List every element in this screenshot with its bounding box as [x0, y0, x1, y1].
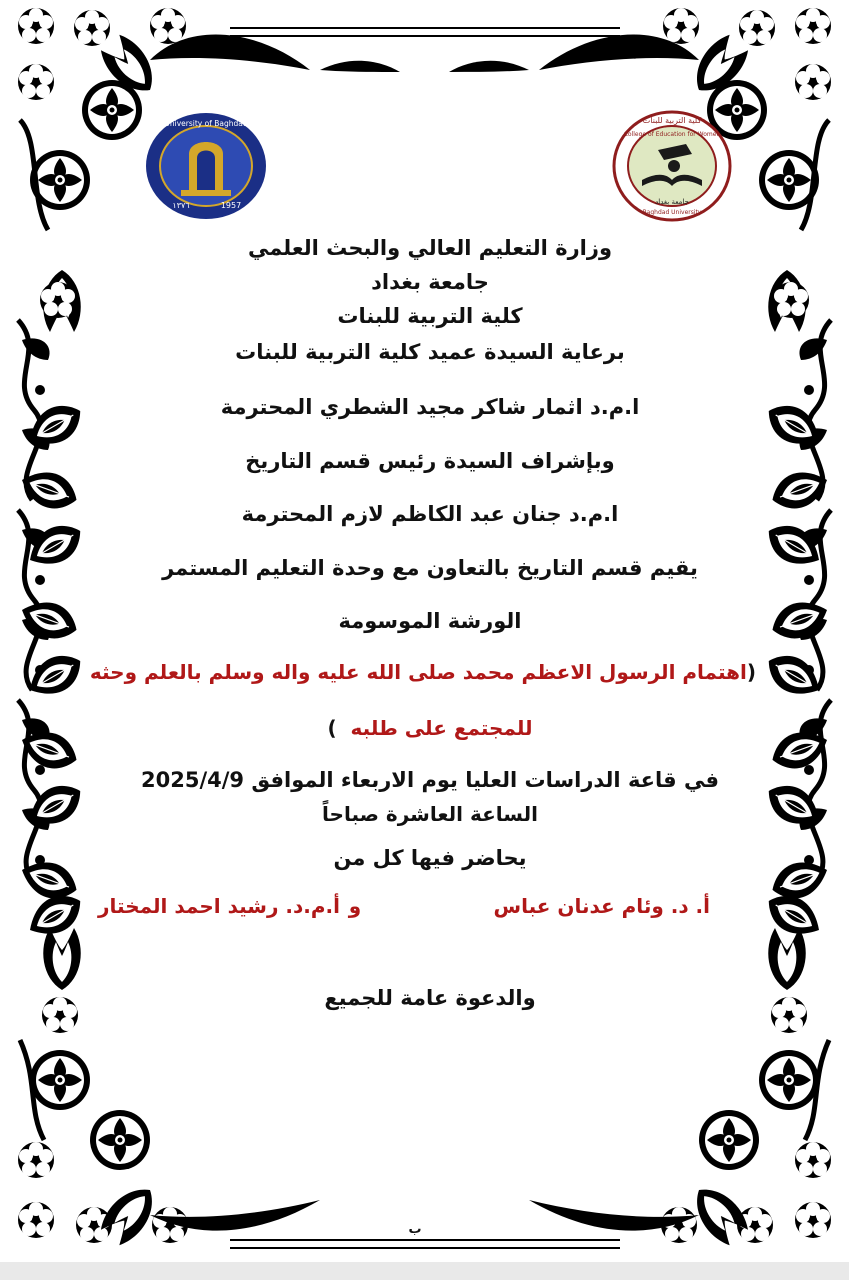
workshop-title-line-2 [300, 716, 560, 740]
workshop-title-text-1: اهتمام الرسول الاعظم محمد صلى الله عليه واله وسلم بالعلم وحثه [89, 660, 747, 684]
title-close-paren: ) [327, 716, 337, 740]
logo-left-hijri: ١٣٧٦ [172, 201, 190, 210]
logo-right-bottom-text: جامعة بغداد [655, 198, 689, 206]
patronage-line: برعاية السيدة عميد كلية التربية للبنات [235, 340, 625, 364]
time-line: الساعة العاشرة صباحاً [322, 802, 538, 826]
bottom-strip [0, 1262, 849, 1280]
department-head-name: ا.م.د جنان عبد الكاظم لازم المحترمة [241, 502, 619, 526]
lecturers-intro: يحاضر فيها كل من [333, 846, 527, 870]
venue-date-line: في قاعة الدراسات العليا يوم الاربعاء الموافق 2025/4/9 [141, 768, 719, 792]
public-invitation: والدعوة عامة للجميع [324, 986, 536, 1010]
university-of-baghdad-logo [145, 112, 267, 220]
dean-name: ا.م.د اثمار شاكر مجيد الشطري المحترمة [220, 395, 640, 419]
university-name: جامعة بغداد [371, 270, 489, 294]
lecturer-1: أ. د. وئام عدنان عباس [493, 894, 710, 918]
college-name: كلية التربية للبنات [337, 304, 523, 328]
ministry-title: وزارة التعليم العالي والبحث العلمي [247, 236, 613, 260]
lecturer-2: أ.م.د. رشيد احمد المختار [98, 894, 340, 918]
logo-right-ring-text: College of Education for Women [623, 131, 721, 138]
footer-mark: ب [408, 1222, 422, 1237]
logo-left-ring-text: University of Baghdad [164, 119, 248, 128]
bottom-border-ornament [18, 928, 831, 1250]
workshop-label: الورشة الموسومة [338, 609, 522, 633]
workshop-title-text-2: للمجتمع على طلبه [350, 716, 533, 740]
organizer-line: يقيم قسم التاريخ بالتعاون مع وحدة التعليم المستمر [162, 556, 698, 580]
supervision-line: وبإشراف السيدة رئيس قسم التاريخ [245, 449, 615, 473]
college-of-education-for-women-logo [612, 110, 732, 222]
logo-right-sub-text: Baghdad University [642, 209, 702, 216]
workshop-title-line-1 [89, 660, 756, 684]
lecturer-connector: و [348, 894, 362, 918]
logo-right-top-text: كلية التربية للبنات [642, 116, 702, 125]
left-border-ornament [16, 320, 89, 945]
logo-left-year: 1957 [220, 201, 242, 210]
title-open-paren: ( [746, 660, 756, 684]
right-border-ornament [760, 320, 833, 945]
